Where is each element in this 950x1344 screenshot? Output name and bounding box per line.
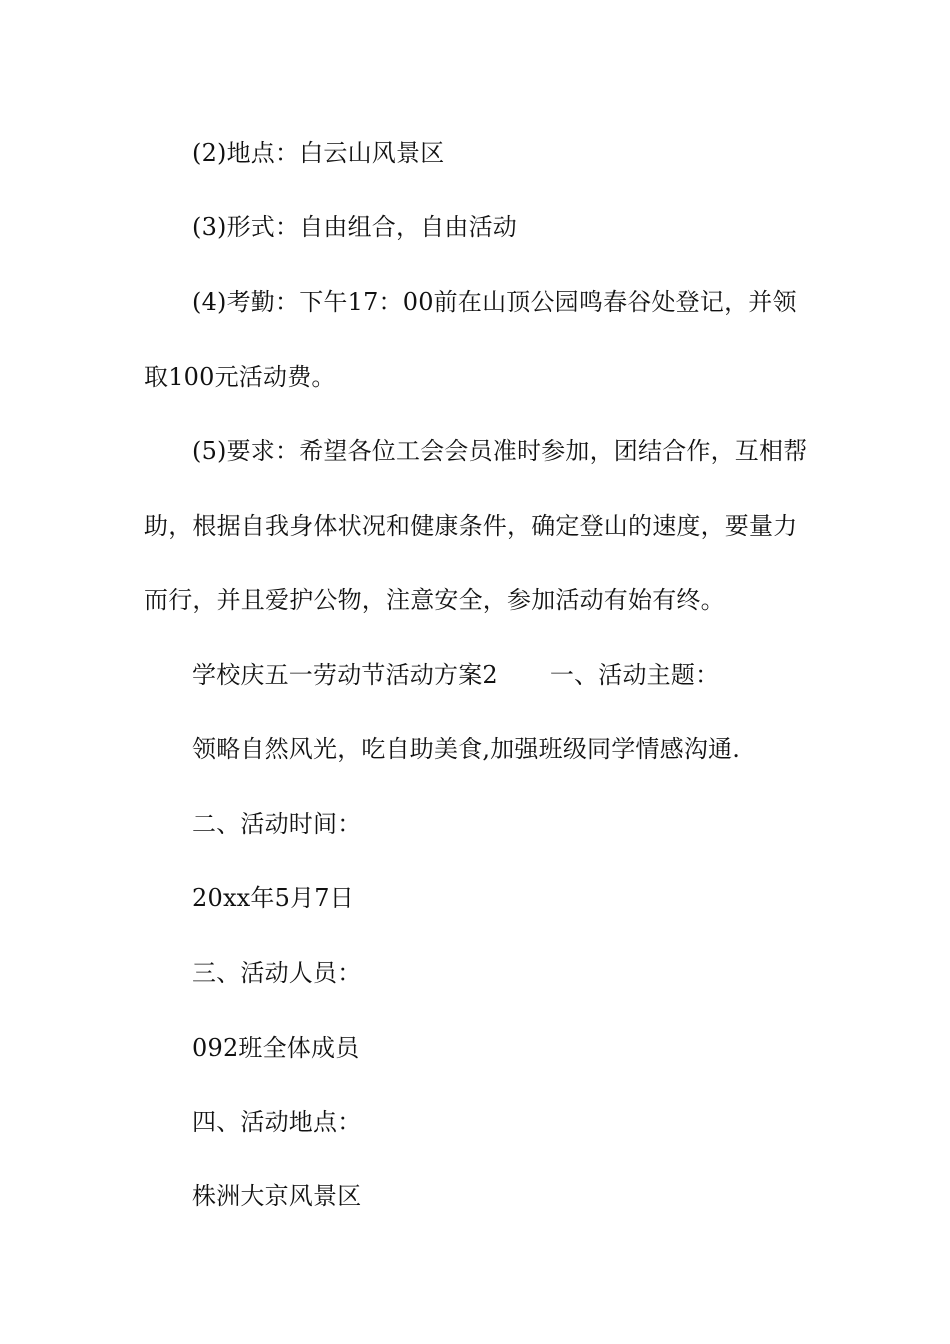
section-2-heading: 二、活动时间： [192,810,362,838]
item-5-requirements-continued-2: 而行，并且爱护公物，注意安全，参加活动有始有终。 [144,586,725,614]
plan-2-heading-row [192,660,719,690]
section-4-content: 株洲大京风景区 [192,1182,362,1210]
item-2-location: (2)地点：白云山风景区 [192,139,445,167]
item-5-requirements-continued-1: 助，根据自我身体状况和健康条件，确定登山的速度，要量力 [144,512,798,540]
item-5-requirements: (5)要求：希望各位工会会员准时参加，团结合作，互相帮 [192,437,808,465]
section-2-content: 20xx年5月7日 [192,884,354,912]
section-4-heading: 四、活动地点： [192,1108,362,1136]
item-4-attendance: (4)考勤：下午17：00前在山顶公园鸣春谷处登记，并领 [192,288,797,316]
section-3-content: 092班全体成员 [192,1034,360,1062]
section-1-heading: 一、活动主题： [549,661,720,689]
section-1-content: 领略自然风光，吃自助美食,加强班级同学情感沟通. [192,735,741,763]
section-3-heading: 三、活动人员： [192,959,362,987]
item-4-attendance-continued: 取100元活动费。 [144,363,336,391]
plan-2-title: 学校庆五一劳动节活动方案2 [192,661,498,689]
item-3-format: (3)形式：自由组合，自由活动 [192,213,517,241]
